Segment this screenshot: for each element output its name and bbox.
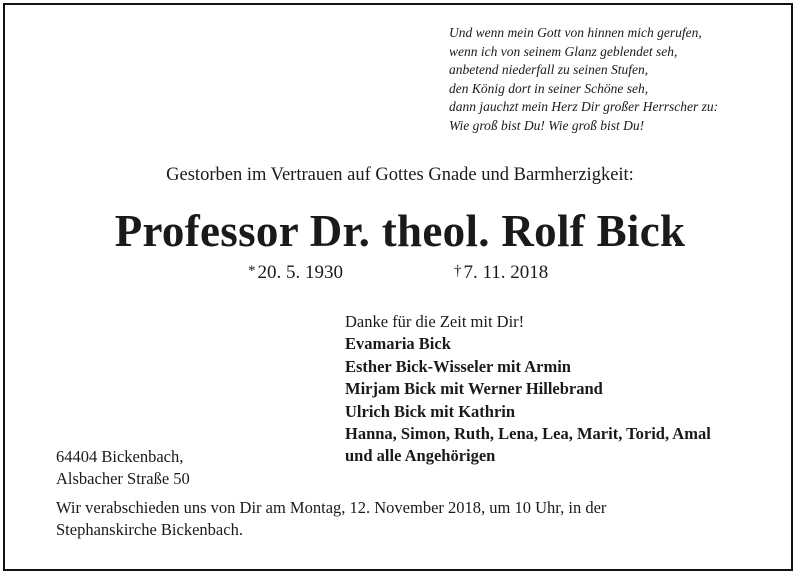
- service-notice: [56, 497, 696, 542]
- service-line: Stephanskirche Bickenbach.: [56, 520, 243, 540]
- poem-line: Und wenn mein Gott von hinnen mich gerufen,: [449, 25, 702, 40]
- mourner-name: Esther Bick-Wisseler mit Armin: [345, 356, 571, 376]
- death-date: [454, 262, 548, 284]
- poem-line: Wie groß bist Du! Wie groß bist Du!: [449, 117, 645, 133]
- poem-line: anbetend niederfall zu seinen Stufen,: [449, 62, 649, 78]
- mourner-name: Mirjam Bick mit Werner Hillebrand: [345, 379, 603, 399]
- service-line: Wir verabschieden uns von Dir am Montag, 12. November 2018, um 10 Uhr, in der: [56, 498, 607, 517]
- poem-line: wenn ich von seinem Glanz geblendet seh,: [449, 43, 678, 59]
- address-line: 64404 Bickenbach,: [56, 447, 184, 466]
- mourner-name: Hanna, Simon, Ruth, Lena, Lea, Marit, Torid, Amal: [345, 424, 711, 444]
- thanks-line: Danke für die Zeit mit Dir!: [345, 312, 525, 331]
- birth-star-icon: *: [248, 263, 256, 279]
- deceased-name: Professor Dr. theol. Rolf Bick: [114, 206, 686, 256]
- birth-date-value: 20. 5. 1930: [257, 262, 343, 283]
- intro-text: Gestorben im Vertrauen auf Gottes Gnade und Barmherzigkeit:: [166, 165, 634, 185]
- birth-date: [248, 262, 343, 284]
- poem-line: den König dort in seiner Schöne seh,: [449, 80, 649, 96]
- death-date-value: 7. 11. 2018: [463, 262, 549, 283]
- mourners-block: [345, 311, 711, 468]
- mourner-name: Ulrich Bick mit Kathrin: [345, 401, 516, 421]
- poem: [449, 24, 779, 136]
- death-cross-icon: †: [454, 263, 462, 279]
- address-block: [56, 446, 190, 491]
- mourner-name: und alle Angehörigen: [345, 446, 496, 466]
- address-line: Alsbacher Straße 50: [56, 469, 190, 489]
- poem-line: dann jauchzt mein Herz Dir großer Herrscher zu:: [449, 99, 719, 115]
- mourner-name: Evamaria Bick: [345, 334, 451, 354]
